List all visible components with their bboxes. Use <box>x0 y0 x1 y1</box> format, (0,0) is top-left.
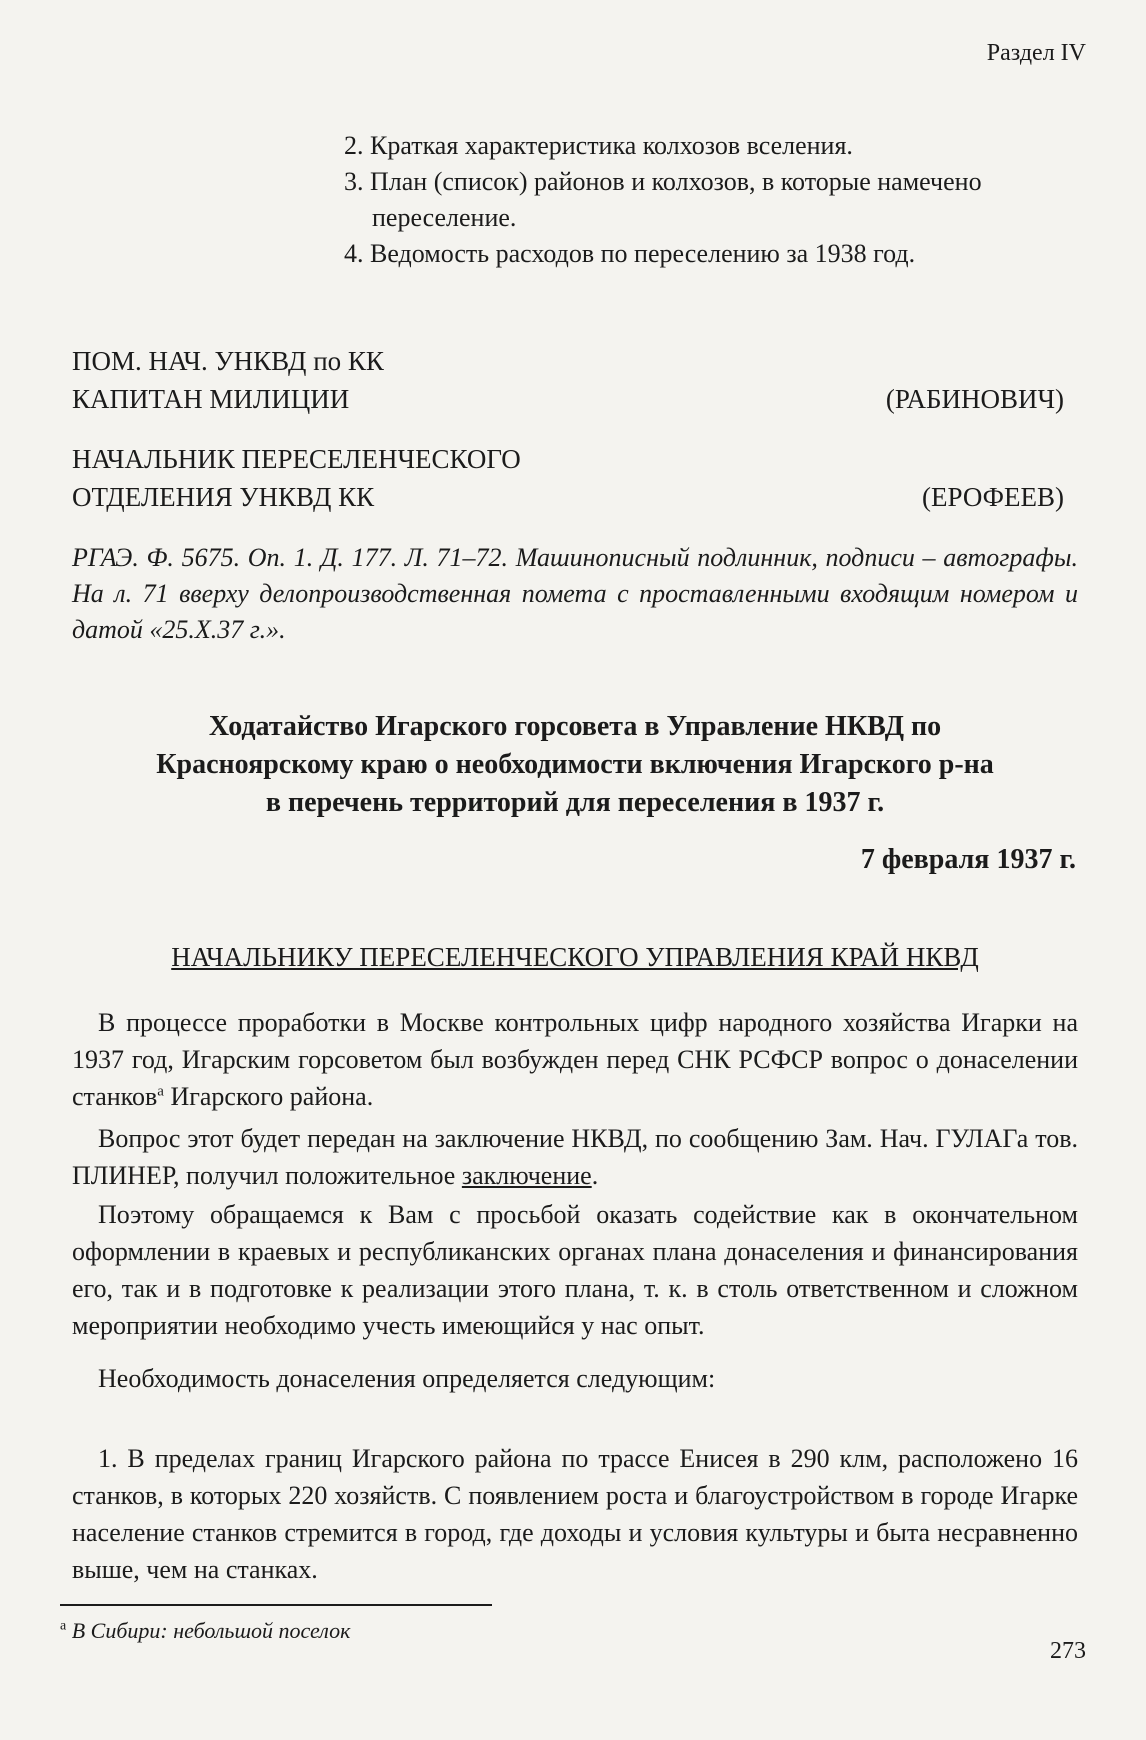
list-item: 4. Ведомость расходов по переселению за 1938 год. <box>344 239 916 268</box>
archive-note: РГАЭ. Ф. 5675. Оп. 1. Д. 177. Л. 71–72. Машинописный подлинник, подписи – автографы. На л. 71 вверху делопроизводственная помета с проставленными входящим номером и датой «25.X.37 г.». <box>72 543 1078 644</box>
paragraph <box>72 1004 1078 1115</box>
signature-title: ПОМ. НАЧ. УНКВД по КК <box>72 346 384 376</box>
signature-title: КАПИТАН МИЛИЦИИ <box>72 384 350 414</box>
paragraph-text: В процессе проработки в Москве контрольных цифр народного хозяйства Игарки на 1937 год, Игарским горсоветом был возбужден перед СНК РСФСР вопрос о донаселении станков <box>72 1008 1078 1111</box>
document-date: 7 февраля 1937 г. <box>860 844 1076 875</box>
paragraph-text: Игарского района. <box>163 1082 374 1111</box>
list-item: 2. Краткая характеристика колхозов вселения. <box>344 131 853 160</box>
document-title-line: в перечень территорий для переселения в 1937 г. <box>265 787 885 818</box>
paragraph-text: . <box>591 1161 599 1190</box>
paragraph <box>72 1440 1078 1588</box>
paragraph-text: 1. В пределах границ Игарского района по трассе Енисея в 290 клм, расположено 16 станков, в которых 220 хозяйств. С появлением роста и благоустройством в городе Игарке население станков стремится в город, где доходы и условия культуры и быта несравненно выше, чем на станках. <box>72 1444 1078 1584</box>
list-item: 3. План (список) районов и колхозов, в которые намечено переселение. <box>344 167 982 232</box>
paragraph-text: Поэтому обращаемся к Вам с просьбой оказать содействие как в окончательном оформлении в краевых и республиканских органах плана донаселения и финансирования его, так и в подготовке к реализации этого плана, т. к. в столь ответственном и сложном мероприятии необходимо учесть имеющийся у нас опыт. <box>72 1200 1078 1340</box>
paragraph <box>72 1120 1078 1194</box>
addressee: НАЧАЛЬНИКУ ПЕРЕСЕЛЕНЧЕСКОГО УПРАВЛЕНИЯ КРАЙ НКВД <box>171 942 979 972</box>
document-title <box>72 708 1078 822</box>
footnote-text: В Сибири: небольшой поселок <box>71 1618 351 1643</box>
running-header: Раздел IV <box>986 40 1086 66</box>
paragraph-text: Необходимость донаселения определяется следующим: <box>98 1364 716 1393</box>
paragraph <box>72 1360 1078 1397</box>
footnote-marker: а <box>60 1618 67 1634</box>
document-title-line: Красноярскому краю о необходимости включения Игарского р-на <box>156 749 994 780</box>
page-number: 273 <box>1050 1638 1086 1664</box>
signature-title: ОТДЕЛЕНИЯ УНКВД КК <box>72 482 375 512</box>
footnote-marker: а <box>157 1083 164 1100</box>
signature-title: НАЧАЛЬНИК ПЕРЕСЕЛЕНЧЕСКОГО <box>72 444 521 474</box>
underlined-word: заключение <box>461 1161 592 1190</box>
signature-name: (РАБИНОВИЧ) <box>885 384 1064 414</box>
signature-name: (ЕРОФЕЕВ) <box>922 482 1064 512</box>
footnote-divider <box>60 1604 492 1606</box>
document-title-line: Ходатайство Игарского горсовета в Управление НКВД по <box>208 711 942 742</box>
paragraph-text: Вопрос этот будет передан на заключение НКВД, по сообщению Зам. Нач. ГУЛАГа тов. ПЛИНЕР, получил положительное <box>72 1124 1078 1190</box>
paragraph <box>72 1196 1078 1344</box>
footnote <box>60 1618 350 1644</box>
attachments-list <box>344 128 1084 272</box>
